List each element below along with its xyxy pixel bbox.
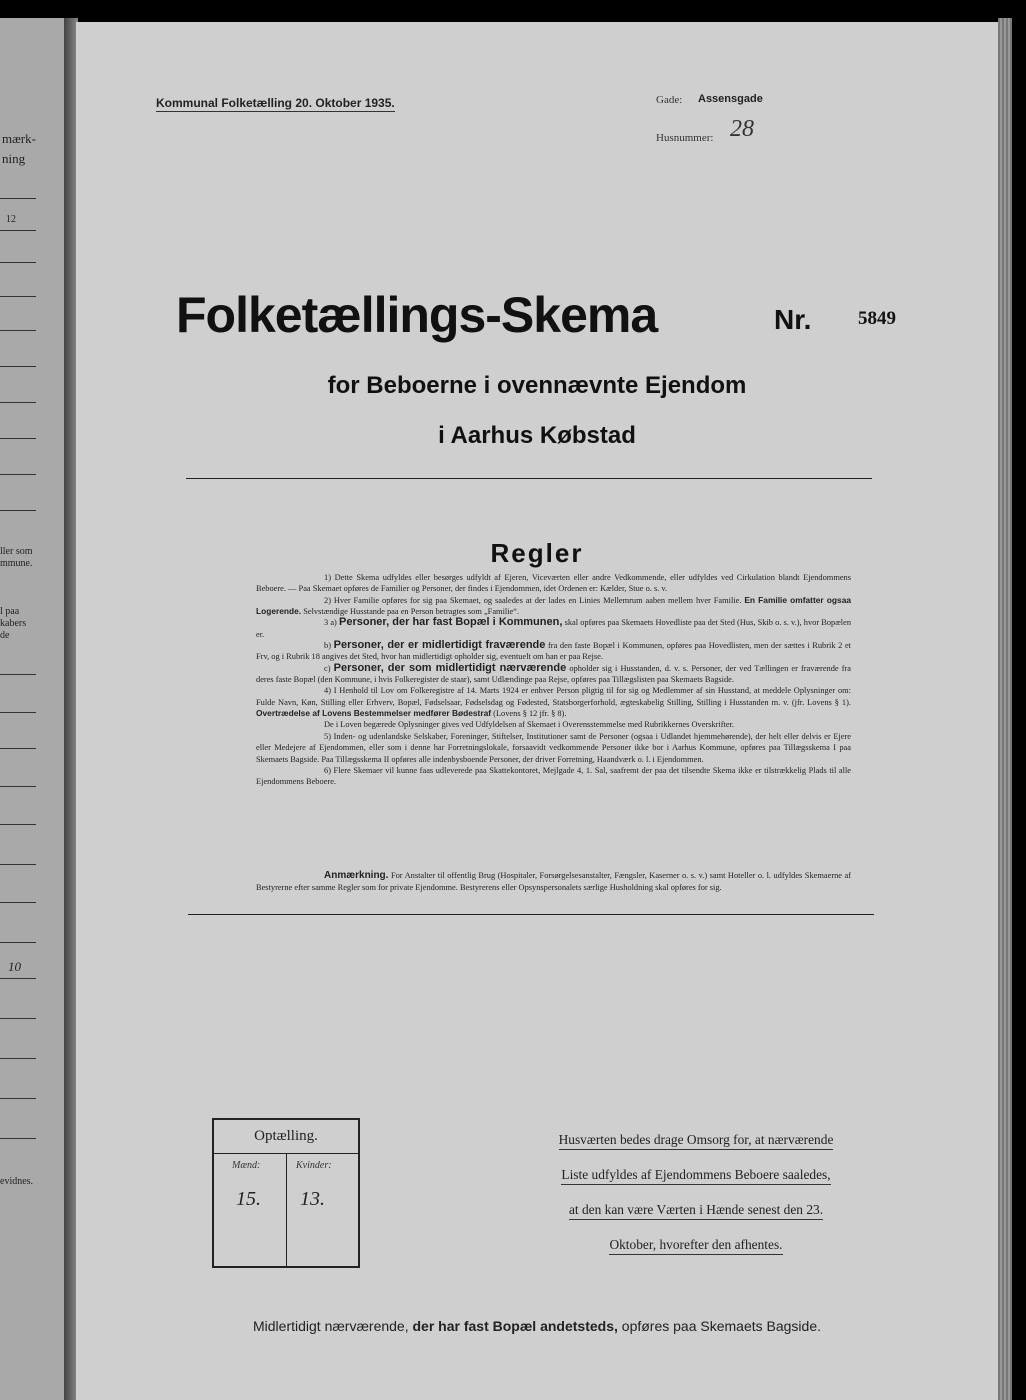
left-fragment: evidnes. xyxy=(0,1176,34,1187)
left-fragment: 10 xyxy=(8,959,21,974)
left-rule xyxy=(0,712,36,713)
page-edge xyxy=(998,18,1012,1400)
women-count: 13. xyxy=(300,1188,325,1210)
left-rule xyxy=(0,864,36,865)
left-rule xyxy=(0,438,36,439)
bottom-note: Midlertidigt nærværende, der har fast Bopæl andetsteds, opføres paa Skemaets Bagside. xyxy=(252,1318,822,1334)
rule-4: 4) I Henhold til Lov om Folkeregistre af 14. Marts 1924 er enhver Person pligtig til for sig og Medlemmer af sin Husstand, at meddele Oplysninger om: Fulde Navn, Køn, Stilling eller Erhverv, Bopæl, Fødselsaar, Fødselsdag og Fødested, Statsborgerforhold, ægteskabelig Stilling, Stilling i Husstanden m. v. (jfr. Lovens § 1). Overtrædelse af Lovens Bestemmelser medfører Bødestraf (Lovens § 12 jfr. § 8). xyxy=(256,686,851,719)
census-title: Kommunal Folketælling 20. Oktober 1935. xyxy=(156,96,395,110)
house-number-label: Husnummer: xyxy=(656,132,714,144)
men-label: Mænd: xyxy=(232,1160,261,1171)
census-form-page xyxy=(76,22,998,1400)
women-label: Kvinder: xyxy=(296,1160,332,1171)
left-rule xyxy=(0,510,36,511)
left-rule xyxy=(0,402,36,403)
left-rule xyxy=(0,198,36,199)
left-rule xyxy=(0,1018,36,1019)
rule-2: 2) Hver Familie opføres for sig paa Skemaet, og saaledes at der lades en Linies Mellemrum aaben mellem hver Familie. En Familie omfatter ogsaa Logerende. Selvstændige Husstande paa en Person betragtes som „Familie“. xyxy=(256,594,852,617)
host-notice xyxy=(496,1122,896,1262)
left-rule xyxy=(0,474,36,475)
street-label: Gade: xyxy=(656,94,683,106)
rule-3a: 3 a) Personer, der har fast Bopæl i Kommunen, skal opføres paa Skemaets Hovedliste paa det Sted (Hus, Skib o. s. v.), hvor Bopælen er. xyxy=(256,616,852,639)
host-notice-line: Husværten bedes drage Omsorg for, at nærværende xyxy=(559,1131,834,1150)
left-fragment: mærk- xyxy=(2,131,36,146)
left-rule xyxy=(0,748,36,749)
count-title: Optælling. xyxy=(254,1128,318,1144)
rule-3c: c) Personer, der som midlertidigt nærværende opholder sig i Husstanden, d. v. s. Personer, der ved Tællingen er fraværende fra deres faste Bopæl (den Kommune, i hvis Folkeregister de staar), samt Udlændinge paa Rejse, opføres paa Tillægslisten paa Skemaets Bagside. xyxy=(256,661,852,685)
left-rule xyxy=(0,786,36,787)
host-notice-line: at den kan være Værten i Hænde senest den 23. xyxy=(569,1201,823,1220)
divider xyxy=(188,914,874,915)
left-rule xyxy=(0,230,36,231)
street-value: Assensgade xyxy=(698,93,763,105)
house-number-value: 28 xyxy=(730,116,754,142)
left-page-edge xyxy=(0,18,72,1400)
left-rule xyxy=(0,1058,36,1059)
host-notice-line: Liste udfyldes af Ejendommens Beboere saaledes, xyxy=(561,1166,830,1185)
host-notice-line: Oktober, hvorefter den afhentes. xyxy=(609,1236,782,1255)
left-fragment: l paa xyxy=(0,606,20,617)
count-column-divider xyxy=(286,1153,287,1266)
left-fragment: de xyxy=(0,630,10,641)
left-fragment: mmune. xyxy=(0,558,33,569)
left-rule xyxy=(0,296,36,297)
rule-4-note: De i Loven begærede Oplysninger gives ved Udfyldelsen af Skemaet i Overensstemmelse med Rubrikkernes Overskrifter. xyxy=(324,720,735,730)
left-fragment: ller som xyxy=(0,546,33,557)
count-box xyxy=(212,1118,360,1268)
rules-heading: Regler xyxy=(490,538,584,568)
left-rule xyxy=(0,978,36,979)
left-rule xyxy=(0,330,36,331)
form-title: Folketællings-Skema xyxy=(176,287,658,343)
left-fragment: ning xyxy=(2,151,26,166)
rule-6: 6) Flere Skemaer vil kunne faas udleverede paa Skattekontoret, Mejlgade 4, 1. Sal, saafremt der paa det tilsendte Skema ikke er tilstrækkelig Plads til alle Ejendommens Beboere. xyxy=(256,765,851,787)
left-rule xyxy=(0,824,36,825)
men-count: 15. xyxy=(236,1188,261,1210)
form-subtitle: for Beboerne i ovennævnte Ejendom xyxy=(327,372,747,399)
left-rule xyxy=(0,366,36,367)
left-rule xyxy=(0,674,36,675)
form-number-value: 5849 xyxy=(858,308,896,329)
divider xyxy=(186,478,872,479)
left-rule xyxy=(0,942,36,943)
left-rule xyxy=(0,1098,36,1099)
remark: Anmærkning. For Anstalter til offentlig Brug (Hospitaler, Forsørgelsesanstalter, Fængsler, Kaserner o. s. v.) samt Hoteller o. l. udfyldes Skemaerne af Bestyrerne efter samme Regler som for private Ejendomme. Bestyrerens eller Opsynspersonalets særlige Husholdning skal opføres for sig. xyxy=(256,870,851,892)
left-fragment: kabers xyxy=(0,618,27,629)
left-fragment: 12 xyxy=(6,214,16,225)
rule-1: 1) Dette Skema udfyldes eller besørges udfyldt af Ejeren, Viceværten eller andre Vedkommende, eller udfyldes ved Cirkulation blandt Ejendommens Beboere. — Paa Skemaet opføres de Familier og Personer, der findes i Ejendommen, idet Ordenen er: Kælder, Stue o. s. v. xyxy=(256,573,851,594)
rule-3b: b) Personer, der er midlertidigt fraværende fra den faste Bopæl i Kommunen, opføres paa Hovedlisten, men der sættes i Rubrik 2 et Frv, og i Rubrik 18 angives det Sted, hvor han midlertidigt opholder sig, eventuelt om han er paa Rejse. xyxy=(256,639,852,662)
form-number-label: Nr. xyxy=(774,304,812,335)
form-subtitle-city: i Aarhus Købstad xyxy=(438,422,636,449)
left-rule xyxy=(0,902,36,903)
left-rule xyxy=(0,1138,36,1139)
rule-5: 5) Inden- og udenlandske Selskaber, Foreninger, Stiftelser, Institutioner samt de Personer (ogsaa i Udlandet hjemmehørende), der helt eller delvis er Ejere eller Medejere af Ejendommen, eller som i denne har Forretningslokale, forsaavidt vedkommende Personer ikke bor i Aarhus Kommune, opføres paa Tillægsskema I paa Skemaets Bagside. Paa Tillægsskema II opføres alle indenbysboende Personer, der driver Forretning, Haandværk o. l. i Ejendommen. xyxy=(256,731,851,764)
left-rule xyxy=(0,262,36,263)
rules-text xyxy=(256,572,851,788)
